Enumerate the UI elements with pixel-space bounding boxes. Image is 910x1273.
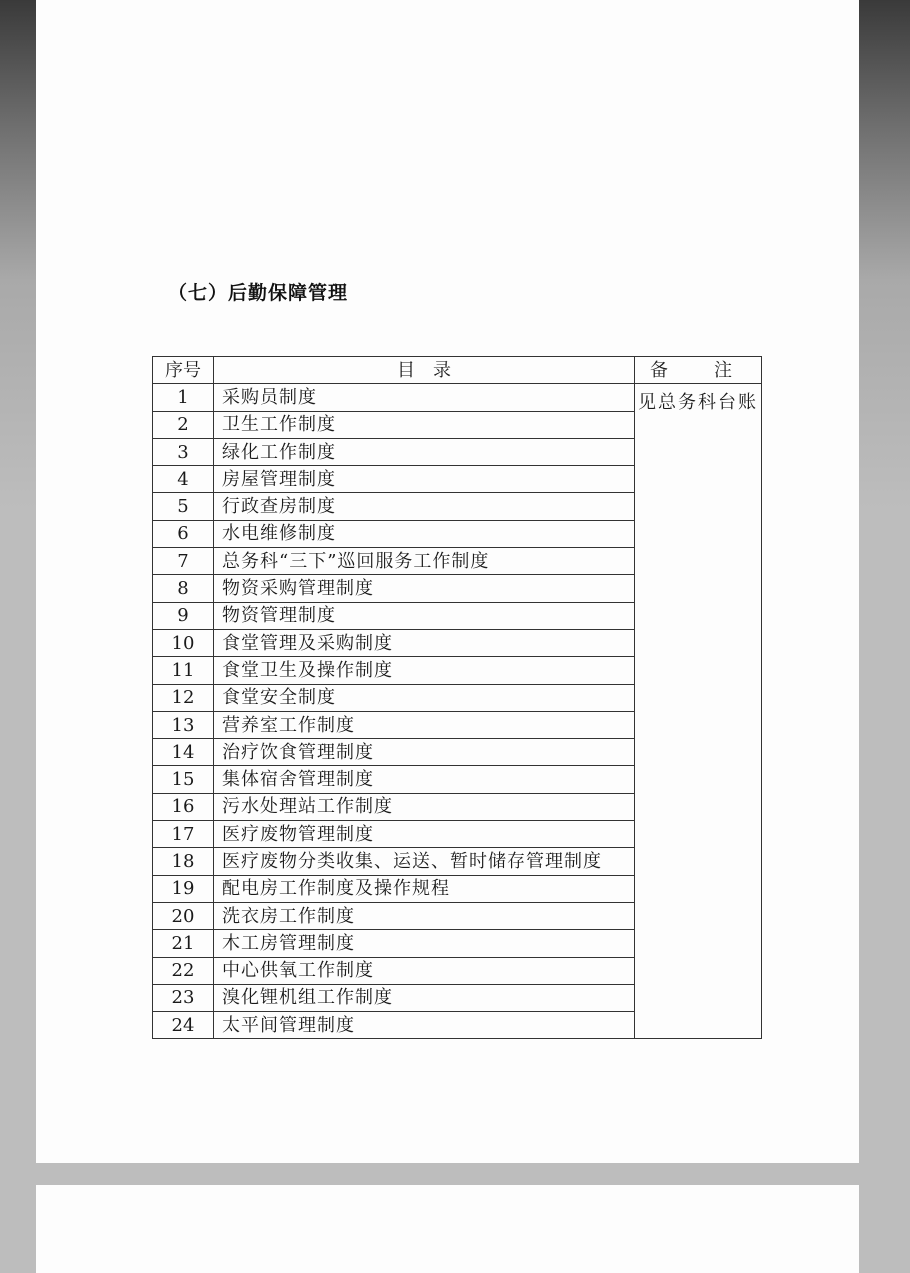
row-number: 18 bbox=[153, 848, 214, 875]
row-item: 绿化工作制度 bbox=[214, 438, 635, 465]
row-number: 8 bbox=[153, 575, 214, 602]
row-number: 5 bbox=[153, 493, 214, 520]
section-title: （七）后勤保障管理 bbox=[168, 282, 349, 304]
row-number: 21 bbox=[153, 930, 214, 957]
row-item: 污水处理站工作制度 bbox=[214, 793, 635, 820]
row-item: 溴化锂机组工作制度 bbox=[214, 984, 635, 1011]
row-number: 4 bbox=[153, 466, 214, 493]
row-number: 17 bbox=[153, 821, 214, 848]
row-item: 配电房工作制度及操作规程 bbox=[214, 875, 635, 902]
row-item: 食堂卫生及操作制度 bbox=[214, 657, 635, 684]
catalog-rows bbox=[153, 384, 762, 1039]
row-item: 房屋管理制度 bbox=[214, 466, 635, 493]
row-number: 11 bbox=[153, 657, 214, 684]
row-item: 物资管理制度 bbox=[214, 602, 635, 629]
row-number: 7 bbox=[153, 548, 214, 575]
row-item: 食堂管理及采购制度 bbox=[214, 629, 635, 656]
row-number: 15 bbox=[153, 766, 214, 793]
viewer-edge-right bbox=[859, 0, 910, 1273]
header-number: 序号 bbox=[153, 357, 214, 384]
document-page bbox=[36, 0, 859, 1163]
row-number: 10 bbox=[153, 629, 214, 656]
row-number: 23 bbox=[153, 984, 214, 1011]
row-item: 卫生工作制度 bbox=[214, 411, 635, 438]
header-remarks: 备 注 bbox=[635, 357, 762, 384]
row-number: 12 bbox=[153, 684, 214, 711]
row-number: 13 bbox=[153, 711, 214, 738]
row-number: 1 bbox=[153, 384, 214, 411]
remarks-cell: 见总务科台账 bbox=[635, 384, 762, 1039]
row-item: 木工房管理制度 bbox=[214, 930, 635, 957]
table-header-row bbox=[153, 357, 762, 384]
row-item: 水电维修制度 bbox=[214, 520, 635, 547]
row-number: 14 bbox=[153, 739, 214, 766]
viewer-edge-left bbox=[0, 0, 36, 1273]
row-number: 24 bbox=[153, 1012, 214, 1039]
row-item: 营养室工作制度 bbox=[214, 711, 635, 738]
next-document-page bbox=[36, 1185, 859, 1273]
row-number: 16 bbox=[153, 793, 214, 820]
row-item: 行政查房制度 bbox=[214, 493, 635, 520]
row-item: 集体宿舍管理制度 bbox=[214, 766, 635, 793]
row-number: 9 bbox=[153, 602, 214, 629]
row-item: 医疗废物分类收集、运送、暂时储存管理制度 bbox=[214, 848, 635, 875]
row-item: 食堂安全制度 bbox=[214, 684, 635, 711]
row-item: 中心供氧工作制度 bbox=[214, 957, 635, 984]
row-item: 太平间管理制度 bbox=[214, 1012, 635, 1039]
row-number: 3 bbox=[153, 438, 214, 465]
row-number: 22 bbox=[153, 957, 214, 984]
row-number: 20 bbox=[153, 902, 214, 929]
header-catalog: 目 录 bbox=[214, 357, 635, 384]
row-item: 物资采购管理制度 bbox=[214, 575, 635, 602]
row-item: 总务科“三下”巡回服务工作制度 bbox=[214, 548, 635, 575]
row-item: 洗衣房工作制度 bbox=[214, 902, 635, 929]
catalog-table bbox=[152, 356, 762, 1039]
row-item: 医疗废物管理制度 bbox=[214, 821, 635, 848]
table-row bbox=[153, 384, 762, 411]
row-item: 采购员制度 bbox=[214, 384, 635, 411]
row-number: 2 bbox=[153, 411, 214, 438]
row-item: 治疗饮食管理制度 bbox=[214, 739, 635, 766]
row-number: 19 bbox=[153, 875, 214, 902]
row-number: 6 bbox=[153, 520, 214, 547]
